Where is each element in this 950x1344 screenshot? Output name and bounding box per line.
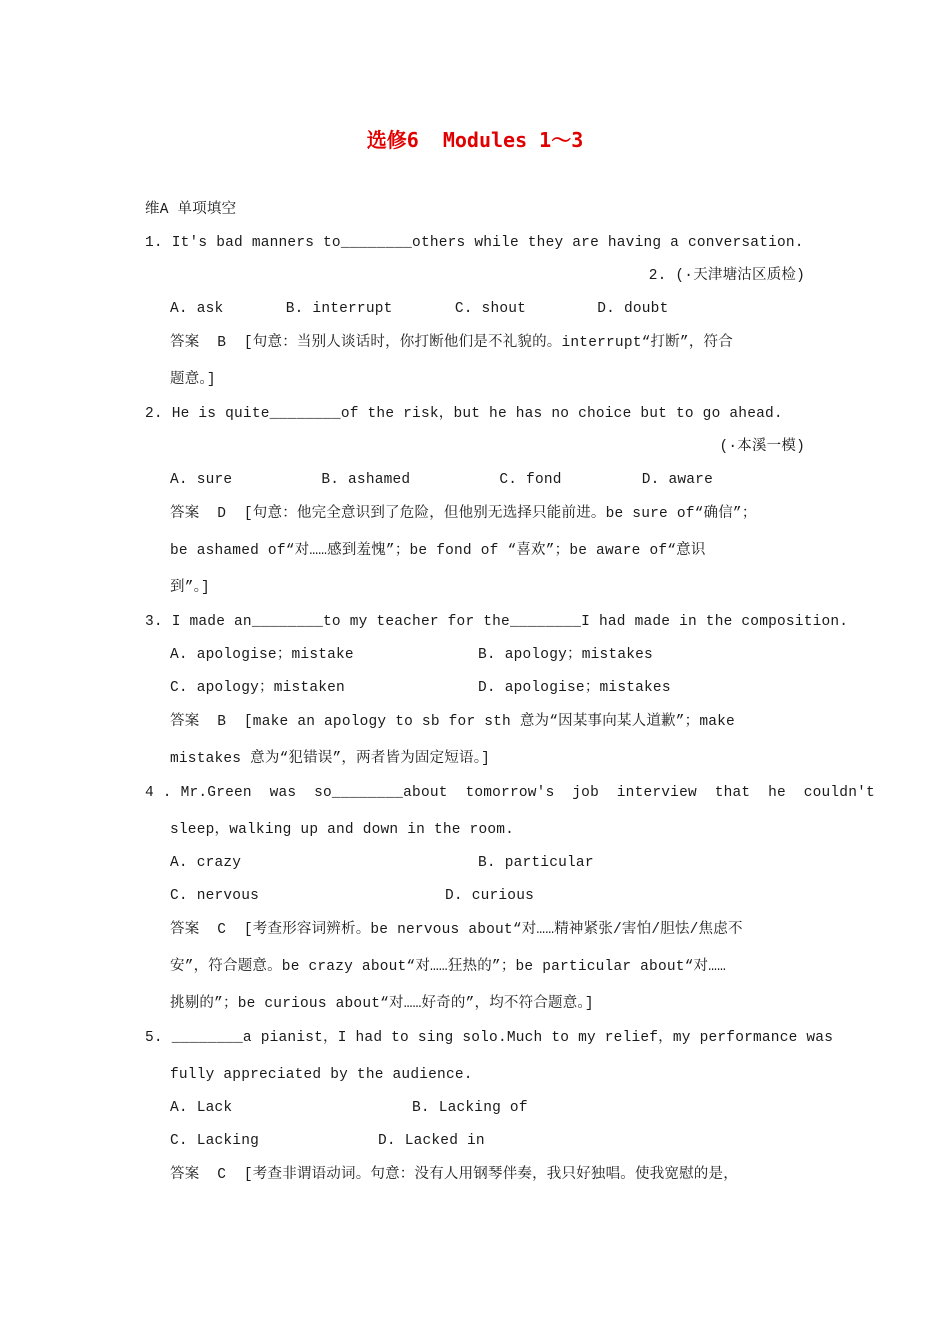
question-2-options: A. sure B. ashamed C. fond D. aware (170, 472, 713, 488)
question-2-stem: 2. He is quite________of the risk，but he has no choice but to go ahead. (145, 406, 783, 422)
question-1-stem: 1. It's bad manners to________others while they are having a conversation. (145, 235, 804, 251)
question-3-option-d: D. apologise；mistakes (478, 680, 671, 696)
question-source: (·本溪一模) (719, 439, 805, 455)
answer-3-cont: mistakes 意为“犯错误”，两者皆为固定短语。] (170, 751, 491, 767)
question-5-option-a: A. Lack (170, 1100, 233, 1116)
question-3-option-a: A. apologise；mistake (170, 647, 354, 663)
question-4-option-b: B. particular (478, 855, 594, 871)
answer-1-cont: 题意。] (170, 372, 216, 388)
question-5-option-c: C. Lacking (170, 1133, 260, 1149)
question-5-option-d: D. Lacked in (378, 1133, 485, 1149)
question-1-options: A. ask B. interrupt C. shout D. doubt (170, 301, 669, 317)
question-4-option-a: A. crazy (170, 855, 242, 871)
answer-2-cont: be ashamed of“对……感到羞愧”；be fond of “喜欢”；be aware of“意识 (170, 543, 706, 559)
question-4-stem-cont: sleep，walking up and down in the room. (170, 822, 515, 838)
question-5-stem: 5. ________a pianist，I had to sing solo.Much to my relief，my performance was (145, 1030, 834, 1046)
answer-3: 答案 B [make an apology to sb for sth 意为“因某事向某人道歉”；make (170, 714, 735, 730)
answer-4: 答案 C [考查形容词辨析。be nervous about“对……精神紧张/害怕/胆怯/焦虑不 (170, 922, 743, 938)
answer-4-cont: 挑剔的”；be curious about“对……好奇的”，均不符合题意。] (170, 996, 594, 1012)
question-3-stem: 3. I made an________to my teacher for the________I had made in the composition. (145, 614, 849, 630)
question-3-option-b: B. apology；mistakes (478, 647, 653, 663)
answer-1: 答案 B [句意：当别人谈话时，你打断他们是不礼貌的。interrupt“打断”，符合 (170, 335, 733, 351)
question-5-option-b: B. Lacking of (412, 1100, 528, 1116)
question-5-stem-cont: fully appreciated by the audience. (170, 1067, 473, 1083)
question-4-option-c: C. nervous (170, 888, 260, 904)
answer-2: 答案 D [句意：他完全意识到了危险，但他别无选择只能前进。be sure of“确信”； (170, 506, 757, 522)
answer-5: 答案 C [考查非谓语动词。句意：没有人用钢琴伴奏，我只好独唱。使我宽慰的是， (170, 1167, 738, 1183)
question-4-stem: 4 . Mr.Green was so________about tomorrow's job interview that he couldn't (145, 785, 875, 801)
question-3-option-c: C. apology；mistaken (170, 680, 345, 696)
page-title: 选修6 Modules 1～3 (366, 128, 584, 152)
answer-4-cont: 安”，符合题意。be crazy about“对……狂热的”；be particular about“对…… (170, 959, 727, 975)
answer-2-cont: 到”。] (170, 580, 210, 596)
section-heading: 维A 单项填空 (145, 202, 237, 218)
question-4-option-d: D. curious (445, 888, 535, 904)
question-source: 2. (·天津塘沽区质检) (648, 268, 805, 284)
